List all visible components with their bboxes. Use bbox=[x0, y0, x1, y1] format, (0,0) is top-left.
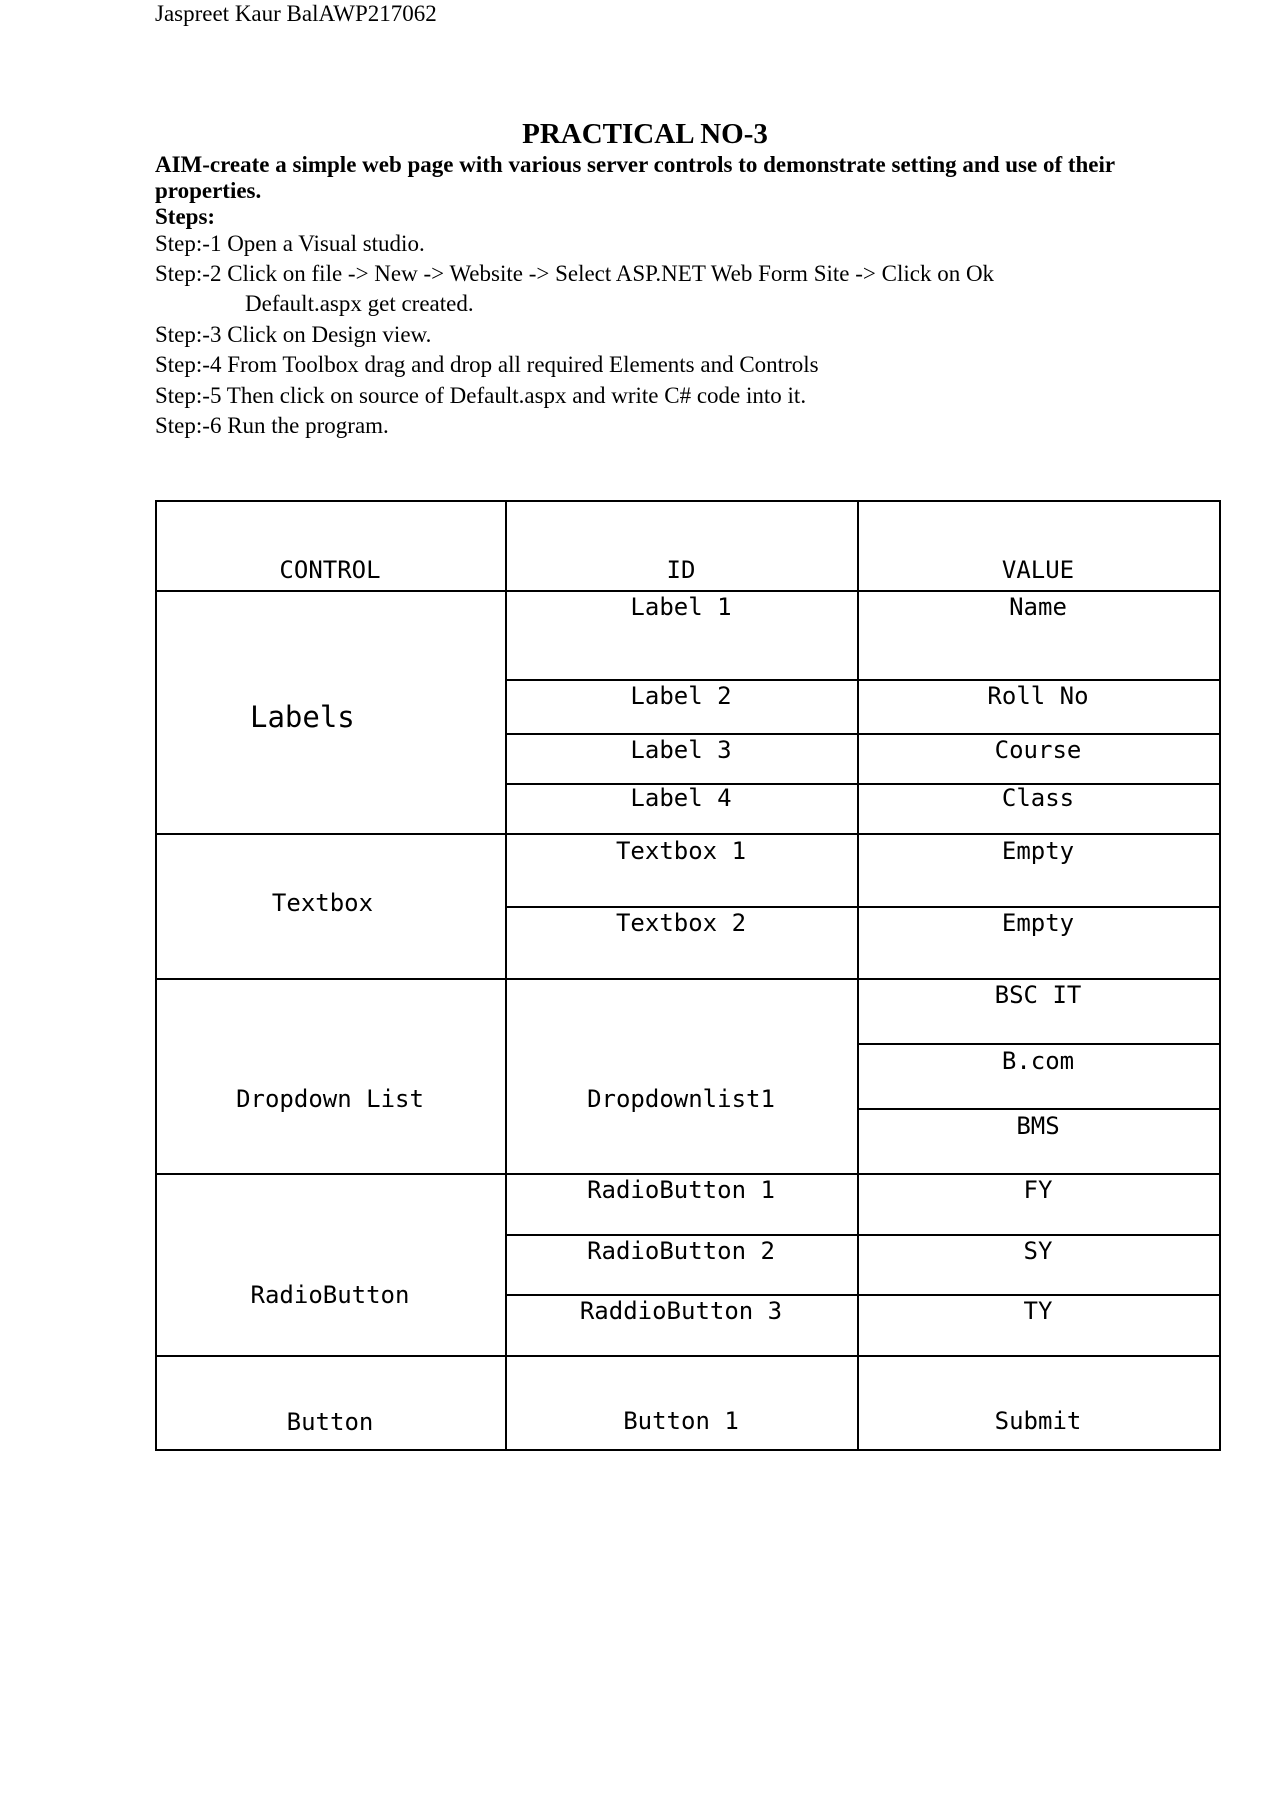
textbox-value-2: Empty bbox=[1001, 909, 1075, 937]
step-4: Step:-4 From Toolbox drag and drop all required Elements and Controls bbox=[155, 352, 819, 377]
header-bottom-line bbox=[155, 590, 1221, 592]
step-2-continuation: Default.aspx get created. bbox=[245, 291, 474, 316]
author-header: Jaspreet Kaur BalAWP217062 bbox=[155, 1, 437, 26]
button-value: Submit bbox=[994, 1407, 1082, 1435]
radio-id-1: RadioButton 1 bbox=[587, 1176, 775, 1204]
control-dropdown: Dropdown List bbox=[236, 1085, 424, 1113]
radio-value-2: SY bbox=[1023, 1237, 1053, 1265]
row-line bbox=[505, 1294, 1221, 1296]
control-labels: Labels bbox=[250, 700, 355, 734]
step-5: Step:-5 Then click on source of Default.aspx and write C# code into it. bbox=[155, 383, 807, 408]
textbox-id-1: Textbox 1 bbox=[615, 837, 747, 865]
label-value-2: Roll No bbox=[987, 682, 1089, 710]
controls-table bbox=[155, 500, 1222, 1451]
radio-value-1: FY bbox=[1023, 1176, 1053, 1204]
steps-heading: Steps: bbox=[155, 204, 216, 229]
header-value: VALUE bbox=[1001, 556, 1075, 584]
textbox-group-line bbox=[155, 978, 1221, 980]
label-id-1: Label 1 bbox=[630, 593, 732, 621]
row-line bbox=[505, 1234, 1221, 1236]
row-line bbox=[505, 679, 1221, 681]
button-id: Button 1 bbox=[623, 1407, 739, 1435]
control-textbox: Textbox bbox=[271, 889, 374, 917]
control-radiobutton: RadioButton bbox=[250, 1281, 410, 1309]
table-border-top bbox=[155, 500, 1221, 502]
aim-text: AIM-create a simple web page with various server controls to demonstrate setting and use of their properties. bbox=[155, 152, 1115, 203]
step-1: Step:-1 Open a Visual studio. bbox=[155, 231, 425, 256]
header-control: CONTROL bbox=[279, 556, 381, 584]
row-line bbox=[505, 733, 1221, 735]
textbox-id-2: Textbox 2 bbox=[615, 909, 747, 937]
dropdown-id: Dropdownlist1 bbox=[587, 1085, 775, 1113]
header-id: ID bbox=[666, 556, 696, 584]
label-value-4: Class bbox=[1001, 784, 1075, 812]
row-line bbox=[857, 1108, 1221, 1110]
radio-id-2: RadioButton 2 bbox=[587, 1237, 775, 1265]
dropdown-value-3: BMS bbox=[1016, 1112, 1060, 1140]
row-line bbox=[857, 1043, 1221, 1045]
label-value-1: Name bbox=[1009, 593, 1067, 621]
dropdown-group-line bbox=[155, 1173, 1221, 1175]
row-line bbox=[505, 906, 1221, 908]
radio-group-line bbox=[155, 1355, 1221, 1357]
radio-value-3: TY bbox=[1023, 1297, 1053, 1325]
label-value-3: Course bbox=[994, 736, 1082, 764]
label-id-2: Label 2 bbox=[630, 682, 732, 710]
label-id-3: Label 3 bbox=[630, 736, 732, 764]
page-title: PRACTICAL NO-3 bbox=[522, 118, 768, 150]
radio-id-3: RaddioButton 3 bbox=[579, 1297, 783, 1325]
labels-group-line bbox=[155, 833, 1221, 835]
table-border-bottom bbox=[155, 1449, 1221, 1451]
control-button: Button bbox=[286, 1408, 374, 1436]
step-3: Step:-3 Click on Design view. bbox=[155, 322, 432, 347]
step-6: Step:-6 Run the program. bbox=[155, 413, 389, 438]
label-id-4: Label 4 bbox=[630, 784, 732, 812]
textbox-value-1: Empty bbox=[1001, 837, 1075, 865]
dropdown-value-1: BSC IT bbox=[994, 981, 1082, 1009]
dropdown-value-2: B.com bbox=[1001, 1047, 1075, 1075]
step-2: Step:-2 Click on file -> New -> Website -> Select ASP.NET Web Form Site -> Click on Ok bbox=[155, 261, 995, 286]
table-border-right bbox=[1219, 500, 1221, 1451]
